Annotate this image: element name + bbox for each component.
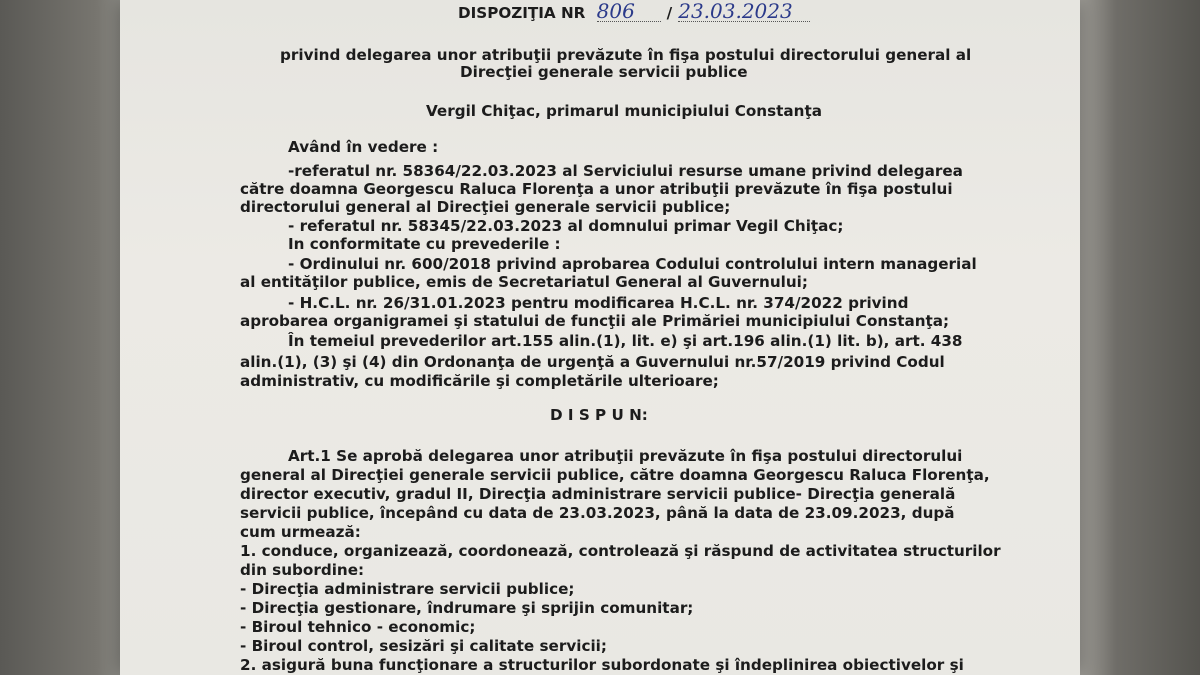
ordin-line-2: al entităţilor publice, emis de Secretariatul General al Guvernului; bbox=[240, 273, 808, 291]
referat-1-line-1: -referatul nr. 58364/22.03.2023 al Serviciului resurse umane privind delegarea bbox=[288, 162, 963, 180]
list-item: - Direcţia gestionare, îndrumare şi sprijin comunitar; bbox=[240, 599, 694, 617]
header-label: DISPOZIŢIA NR bbox=[458, 4, 586, 22]
point-1-line-1: 1. conduce, organizează, coordonează, controlează şi răspund de activitatea structurilor bbox=[240, 542, 1001, 560]
referat-1-line-3: directorului general al Direcţiei generale servicii publice; bbox=[240, 198, 731, 216]
temei-line-2: alin.(1), (3) şi (4) din Ordonanţa de urgenţă a Guvernului nr.57/2019 privind Codul bbox=[240, 353, 945, 371]
hcl-line-1: - H.C.L. nr. 26/31.01.2023 pentru modificarea H.C.L. nr. 374/2022 privind bbox=[288, 294, 909, 312]
point-2-line-1: 2. asigură buna funcţionare a structurilor subordonate şi îndeplinirea obiectivelor şi bbox=[240, 656, 964, 674]
title-line-1: privind delegarea unor atribuţii prevăzute în fişa postului directorului general al bbox=[280, 46, 972, 64]
conformity-heading: In conformitate cu prevederile : bbox=[288, 235, 561, 253]
article-1-line-3: director executiv, gradul II, Direcţia administrare servicii publice- Direcţia generală bbox=[240, 485, 956, 503]
document-page bbox=[120, 0, 1080, 675]
list-item: - Biroul control, sesizări şi calitate servicii; bbox=[240, 637, 607, 655]
referat-1-line-2: către doamna Georgescu Raluca Florenţa a unor atribuţii prevăzute în fişa postului bbox=[240, 180, 953, 198]
point-1-line-2: din subordine: bbox=[240, 561, 365, 579]
dispun-heading: D I S P U N: bbox=[550, 406, 648, 424]
issuer: Vergil Chiţac, primarul municipiului Constanţa bbox=[426, 102, 822, 120]
hcl-line-2: aprobarea organigramei şi statului de funcţii ale Primăriei municipiului Constanţa; bbox=[240, 312, 950, 330]
list-item: - Biroul tehnico - economic; bbox=[240, 618, 476, 636]
decision-header bbox=[458, 2, 810, 23]
ordin-line-1: - Ordinului nr. 600/2018 privind aprobarea Codului controlului intern managerial bbox=[288, 255, 977, 273]
article-1-line-2: general al Direcţiei generale servicii publice, către doamna Georgescu Raluca Florenţa, bbox=[240, 466, 990, 484]
article-1-line-5: cum urmează: bbox=[240, 523, 361, 541]
list-item: - Direcţia administrare servicii publice; bbox=[240, 580, 575, 598]
article-1-line-4: servicii publice, începând cu data de 23.03.2023, până la data de 23.09.2023, după bbox=[240, 504, 955, 522]
header-separator: / bbox=[666, 4, 673, 22]
handwritten-number: 806 bbox=[597, 2, 661, 22]
article-1-line-1: Art.1 Se aprobă delegarea unor atribuţii prevăzute în fişa postului directorului bbox=[288, 447, 963, 465]
referat-2: - referatul nr. 58345/22.03.2023 al domnului primar Vegil Chiţac; bbox=[288, 217, 844, 235]
title-line-2: Direcţiei generale servicii publice bbox=[460, 63, 748, 81]
temei-line-3: administrativ, cu modificările şi completările ulterioare; bbox=[240, 372, 719, 390]
handwritten-date: 23.03.2023 bbox=[678, 2, 810, 22]
considering-heading: Având în vedere : bbox=[288, 138, 439, 156]
temei-line-1: În temeiul prevederilor art.155 alin.(1), lit. e) şi art.196 alin.(1) lit. b), art. 438 bbox=[288, 332, 963, 350]
